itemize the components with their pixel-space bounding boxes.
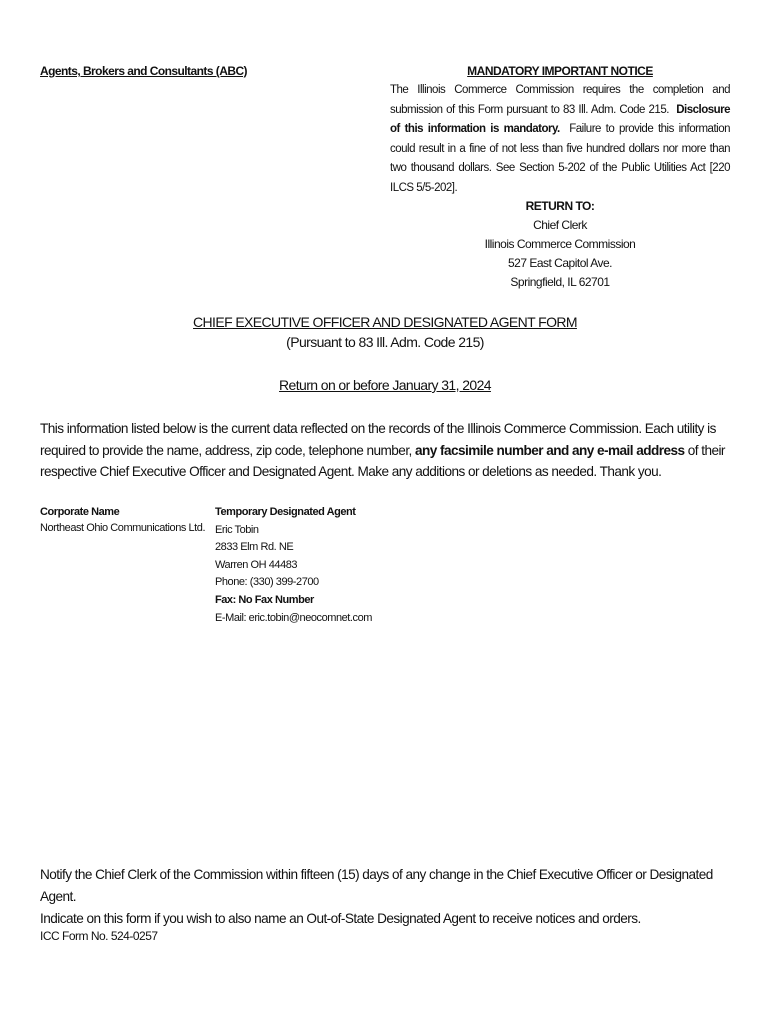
notice-text-1: The Illinois Commerce Commission requires the completion and submission of this Form pursuant to 83 Ill. Adm. Code 215. (390, 84, 730, 116)
agent-street: 2833 Elm Rd. NE (215, 541, 294, 554)
footer-note-2: Indicate on this form if you wish to also name an Out-of-State Designated Agent to receive notices and orders. (40, 911, 641, 926)
agent-phone: Phone: (330) 399-2700 (215, 576, 319, 589)
footer-note-1: Notify the Chief Clerk of the Commission within fifteen (15) days of any change in the Chief Executive Officer or Designated Agent. (40, 867, 713, 904)
agent-city: Warren OH 44483 (215, 558, 298, 571)
designated-agent-block (215, 504, 372, 627)
return-deadline: Return on or before January 31, 2024 (279, 377, 491, 393)
intro-paragraph (40, 418, 730, 483)
abc-title: Agents, Brokers and Consultants (ABC) (40, 64, 248, 78)
form-subtitle: (Pursuant to 83 Ill. Adm. Code 215) (286, 334, 484, 350)
notice-heading: MANDATORY IMPORTANT NOTICE (467, 64, 653, 78)
intro-text-1: This information listed below is the current data reflected on the records of the Illinois Commerce Commission. Each utility is required to provide the name, address, zip code, telephone number, (40, 421, 716, 458)
agent-email: E-Mail: eric.tobin@neocomnet.com (215, 611, 372, 624)
return-to-line: Chief Clerk (533, 218, 587, 232)
return-to-block (390, 197, 730, 292)
mandatory-notice (390, 64, 730, 198)
notice-text-2: Failure to provide this information could result in a fine of not less than five hundred dollars nor more than two thousand dollars. See Section 5-202 of the Public Utilities Act [220 ILCS 5/5-202]. (390, 123, 730, 194)
agent-name: Eric Tobin (215, 523, 259, 536)
corporate-block (40, 504, 205, 536)
return-to-line: Illinois Commerce Commission (484, 237, 636, 251)
notice-body (390, 81, 730, 198)
form-number: ICC Form No. 524-0257 (40, 929, 158, 943)
agent-label: Temporary Designated Agent (215, 506, 356, 518)
return-to-label: RETURN TO: (525, 199, 595, 213)
form-title: CHIEF EXECUTIVE OFFICER AND DESIGNATED AGENT FORM (193, 314, 577, 330)
corporate-name-value: Northeast Ohio Communications Ltd. (40, 522, 206, 534)
intro-text-2: of their respective Chief Executive Officer and Designated Agent. Make any additions or deletions as needed. Thank you. (40, 442, 725, 479)
return-to-line: 527 East Capitol Ave. (507, 256, 613, 270)
return-to-line: Springfield, IL 62701 (510, 275, 610, 289)
form-title-block (40, 312, 730, 352)
footer-notes (40, 864, 730, 930)
notice-text-mandatory: Disclosure of this information is mandatory. (390, 103, 731, 135)
agent-fax: Fax: No Fax Number (215, 593, 314, 606)
corporate-name-label: Corporate Name (40, 506, 120, 518)
intro-text-bold: any facsimile number and any e-mail address (415, 442, 685, 458)
